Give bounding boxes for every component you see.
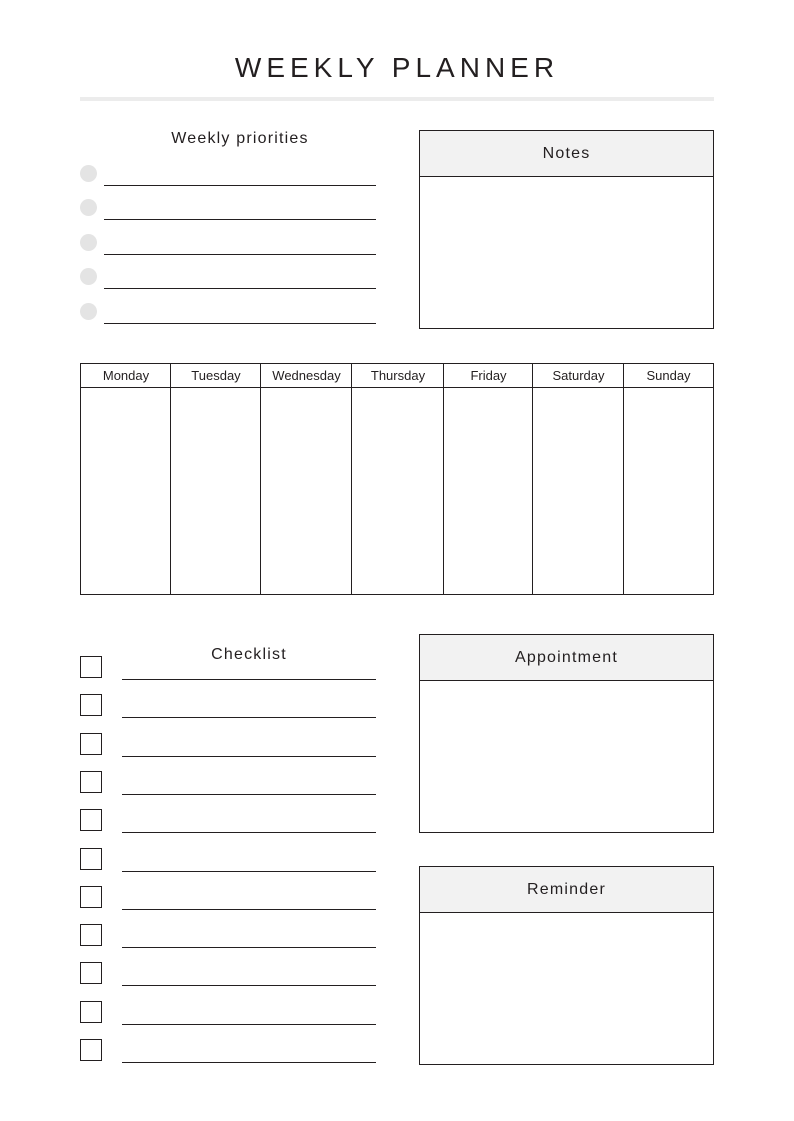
priority-line[interactable] — [104, 254, 376, 255]
checklist-line[interactable] — [122, 1062, 376, 1063]
page-title: WEEKLY PLANNER — [234, 52, 560, 83]
priority-bullet — [80, 303, 97, 320]
day-column-tuesday[interactable] — [170, 364, 261, 594]
day-column-monday[interactable] — [81, 364, 171, 594]
reminder-box — [419, 866, 714, 1065]
day-column-saturday[interactable] — [532, 364, 624, 594]
appointment-header — [420, 635, 713, 681]
checklist-heading: Checklist — [211, 646, 287, 663]
title-divider — [80, 97, 714, 101]
appointment-area[interactable] — [420, 681, 713, 832]
checklist-line[interactable] — [122, 832, 376, 833]
priority-bullet — [80, 234, 97, 251]
priority-line[interactable] — [104, 323, 376, 324]
checklist-line[interactable] — [122, 871, 376, 872]
checklist-checkbox[interactable] — [80, 809, 102, 831]
checklist-checkbox[interactable] — [80, 771, 102, 793]
priority-line[interactable] — [104, 185, 376, 186]
checklist-line[interactable] — [122, 756, 376, 757]
checklist-checkbox[interactable] — [80, 962, 102, 984]
checklist-checkbox[interactable] — [80, 848, 102, 870]
day-column-wednesday[interactable] — [260, 364, 352, 594]
notes-header — [420, 131, 713, 177]
day-header-sunday: Sunday — [624, 364, 713, 388]
day-header-saturday: Saturday — [533, 364, 624, 388]
priority-line[interactable] — [104, 219, 376, 220]
day-header-wednesday: Wednesday — [261, 364, 352, 388]
week-grid — [80, 363, 714, 595]
day-header-tuesday: Tuesday — [171, 364, 261, 388]
day-column-thursday[interactable] — [351, 364, 444, 594]
priorities-heading: Weekly priorities — [171, 130, 309, 147]
checklist-checkbox[interactable] — [80, 656, 102, 678]
checklist-checkbox[interactable] — [80, 1039, 102, 1061]
priority-bullet — [80, 165, 97, 182]
day-header-thursday: Thursday — [352, 364, 444, 388]
checklist-checkbox[interactable] — [80, 1001, 102, 1023]
checklist-line[interactable] — [122, 717, 376, 718]
notes-area[interactable] — [420, 177, 713, 328]
appointment-box — [419, 634, 714, 833]
day-column-sunday[interactable] — [623, 364, 713, 594]
checklist-checkbox[interactable] — [80, 694, 102, 716]
priority-bullet — [80, 268, 97, 285]
priority-line[interactable] — [104, 288, 376, 289]
day-header-monday: Monday — [81, 364, 171, 388]
reminder-heading: Reminder — [527, 880, 606, 898]
day-header-friday: Friday — [444, 364, 533, 388]
appointment-heading: Appointment — [514, 648, 619, 666]
checklist-line[interactable] — [122, 985, 376, 986]
priority-bullet — [80, 199, 97, 216]
checklist-line[interactable] — [122, 947, 376, 948]
checklist-line[interactable] — [122, 909, 376, 910]
checklist-checkbox[interactable] — [80, 733, 102, 755]
checklist-checkbox[interactable] — [80, 924, 102, 946]
notes-heading: Notes — [542, 144, 591, 162]
checklist-checkbox[interactable] — [80, 886, 102, 908]
day-column-friday[interactable] — [443, 364, 533, 594]
checklist-line[interactable] — [122, 794, 376, 795]
checklist-line[interactable] — [122, 679, 376, 680]
checklist-line[interactable] — [122, 1024, 376, 1025]
notes-box — [419, 130, 714, 329]
reminder-header — [420, 867, 713, 913]
reminder-area[interactable] — [420, 913, 713, 1064]
